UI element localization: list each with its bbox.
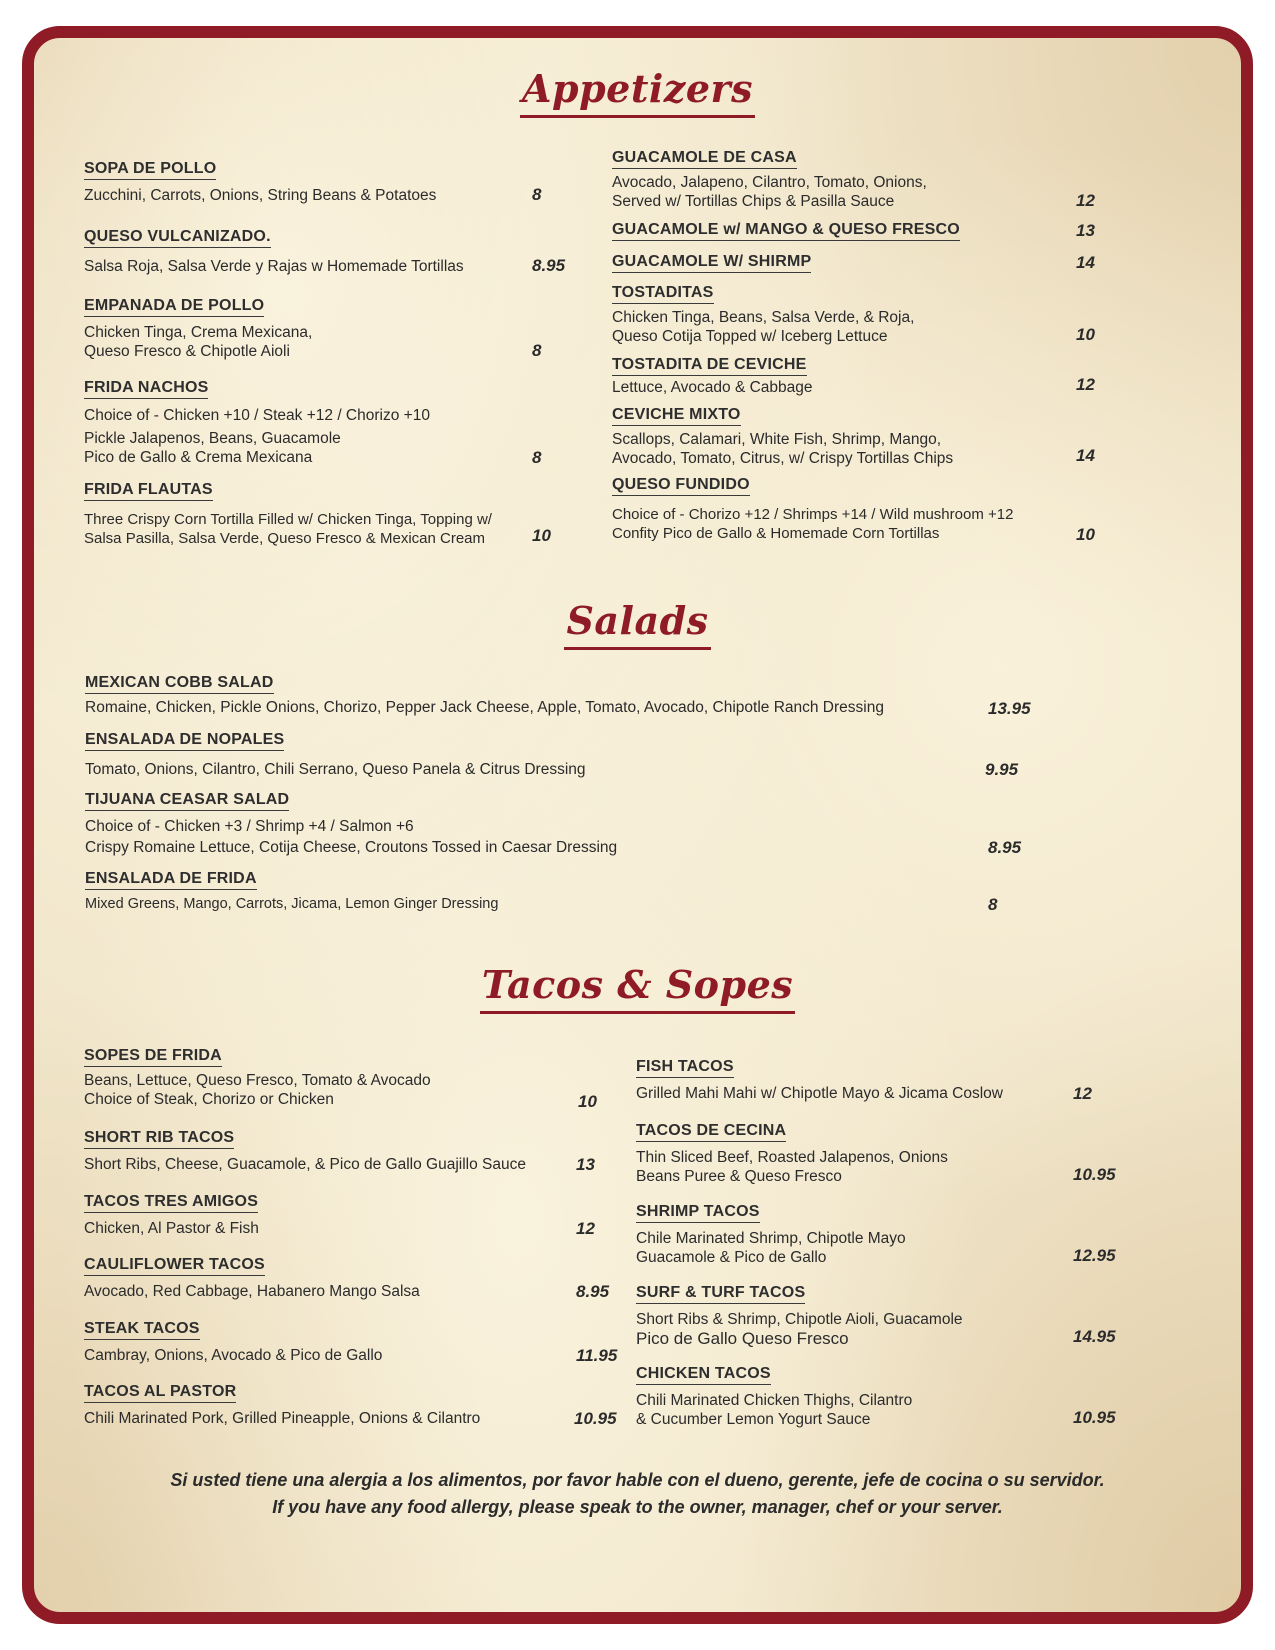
item-description: Choice of - Chicken +10 / Steak +12 / Chorizo +10 [84, 407, 430, 424]
item-description: Cambray, Onions, Avocado & Pico de Gallo [84, 1347, 383, 1364]
item-name: QUESO FUNDIDO [612, 476, 750, 496]
item-description: Avocado, Jalapeno, Cilantro, Tomato, Onions, [612, 174, 927, 191]
item-description: Choice of - Chicken +3 / Shrimp +4 / Salmon +6 [85, 818, 414, 835]
item-price: 11.95 [576, 1346, 618, 1365]
menu-item [85, 791, 617, 857]
item-price: 8.95 [988, 838, 1022, 857]
item-name: SOPA DE POLLO [84, 160, 216, 180]
item-description: Salsa Roja, Salsa Verde y Rajas w Homemade Tortillas [84, 258, 464, 275]
item-name: TACOS DE CECINA [636, 1122, 786, 1142]
item-name: TOSTADITA DE CEVICHE [612, 356, 807, 376]
item-description: Short Ribs & Shrimp, Chipotle Aioli, Guacamole [636, 1311, 963, 1328]
item-price: 8.95 [576, 1282, 610, 1301]
item-name: GUACAMOLE DE CASA [612, 149, 797, 169]
item-description: Short Ribs, Cheese, Guacamole, & Pico de Gallo Guajillo Sauce [84, 1156, 526, 1173]
item-name: SURF & TURF TACOS [636, 1284, 805, 1304]
item-description: Served w/ Tortillas Chips & Pasilla Sauce [612, 193, 895, 210]
menu-item [612, 253, 811, 273]
item-price: 14 [1076, 253, 1095, 272]
menu-item [612, 284, 914, 346]
menu-item [84, 228, 464, 276]
item-name: CHICKEN TACOS [636, 1365, 771, 1385]
item-description: Chicken Tinga, Crema Mexicana, [84, 324, 313, 341]
menu-item [84, 160, 436, 205]
item-description: Beans, Lettuce, Queso Fresco, Tomato & Avocado [84, 1072, 431, 1089]
menu-item [84, 297, 312, 361]
item-description: Queso Cotija Topped w/ Iceberg Lettuce [612, 328, 888, 345]
item-name: GUACAMOLE w/ MANGO & QUESO FRESCO [612, 221, 960, 241]
item-price: 10.95 [1073, 1408, 1116, 1427]
menu-item [84, 1320, 382, 1365]
menu-item [84, 1383, 480, 1428]
menu-item [612, 406, 953, 468]
menu-item [84, 1193, 259, 1238]
item-description: Zucchini, Carrots, Onions, String Beans & Potatoes [84, 187, 437, 204]
item-description: Tomato, Onions, Cilantro, Chili Serrano, Queso Panela & Citrus Dressing [85, 761, 586, 778]
item-description: Queso Fresco & Chipotle Aioli [84, 343, 290, 360]
item-description: Scallops, Calamari, White Fish, Shrimp, Mango, [612, 431, 942, 448]
item-name: CEVICHE MIXTO [612, 406, 741, 426]
menu-item [84, 481, 492, 548]
item-name: EMPANADA DE POLLO [84, 297, 264, 317]
item-price: 12.95 [1073, 1246, 1116, 1265]
item-name: SHORT RIB TACOS [84, 1129, 234, 1149]
item-price: 12 [1076, 191, 1095, 210]
item-name: SOPES DE FRIDA [84, 1047, 222, 1067]
item-description: Chili Marinated Pork, Grilled Pineapple, Onions & Cilantro [84, 1410, 481, 1427]
menu-item [85, 731, 586, 779]
allergy-note-en: If you have any food allergy, please speak to the owner, manager, chef or your server. [272, 1497, 1003, 1517]
item-description: Romaine, Chicken, Pickle Onions, Chorizo, Pepper Jack Cheese, Apple, Tomato, Avocado, Chipotle Ranch Dressing [85, 699, 884, 716]
menu-item [84, 1129, 526, 1174]
menu-item [636, 1058, 1003, 1103]
item-price: 14 [1076, 446, 1095, 465]
item-description: Three Crispy Corn Tortilla Filled w/ Chicken Tinga, Topping w/ [84, 511, 492, 528]
item-name: ENSALADA DE FRIDA [85, 870, 257, 890]
item-price: 10 [578, 1092, 597, 1111]
item-description: Pico de Gallo Queso Fresco [636, 1329, 849, 1348]
item-description: Crispy Romaine Lettuce, Cotija Cheese, Croutons Tossed in Caesar Dressing [85, 839, 618, 856]
item-description: Grilled Mahi Mahi w/ Chipotle Mayo & Jicama Coslow [636, 1085, 1003, 1102]
menu-item [612, 221, 960, 241]
item-name: TIJUANA CEASAR SALAD [85, 791, 289, 811]
item-description: Chili Marinated Chicken Thighs, Cilantro [636, 1392, 913, 1409]
item-description: Guacamole & Pico de Gallo [636, 1249, 827, 1266]
menu-item [636, 1365, 912, 1429]
item-description: Beans Puree & Queso Fresco [636, 1168, 842, 1185]
item-description: Pickle Jalapenos, Beans, Guacamole [84, 430, 341, 447]
item-description: Salsa Pasilla, Salsa Verde, Queso Fresco & Mexican Cream [84, 530, 486, 547]
item-price: 8 [988, 895, 998, 914]
item-description: Choice of Steak, Chorizo or Chicken [84, 1091, 334, 1108]
allergy-note-es: Si usted tiene una alergia a los alimentos, por favor hable con el dueno, gerente, jefe de cocina o su servidor. [170, 1470, 1105, 1490]
item-name: TACOS TRES AMIGOS [84, 1193, 258, 1213]
item-description: Confity Pico de Gallo & Homemade Corn Tortillas [612, 525, 940, 542]
menu-item [84, 1256, 420, 1301]
item-price: 10 [532, 526, 551, 545]
item-name: FRIDA FLAUTAS [84, 481, 213, 501]
item-description: Chicken Tinga, Beans, Salsa Verde, & Roja, [612, 309, 915, 326]
item-price: 13 [1076, 221, 1095, 240]
item-price: 8 [532, 341, 542, 360]
item-description: Lettuce, Avocado & Cabbage [612, 379, 813, 396]
item-price: 8 [532, 185, 542, 204]
menu-item [84, 1047, 431, 1109]
menu-item [636, 1203, 906, 1267]
item-description: Avocado, Red Cabbage, Habanero Mango Salsa [84, 1283, 420, 1300]
item-price: 8.95 [532, 256, 566, 275]
item-name: GUACAMOLE W/ SHIRMP [612, 253, 811, 273]
item-description: & Cucumber Lemon Yogurt Sauce [636, 1411, 871, 1428]
item-name: TOSTADITAS [612, 284, 714, 304]
menu-item [612, 149, 927, 211]
item-name: FISH TACOS [636, 1058, 734, 1078]
section-title-tacos: Tacos & Sopes [0, 962, 1275, 1014]
item-price: 12 [1076, 375, 1095, 394]
item-price: 12 [576, 1219, 595, 1238]
item-name: CAULIFLOWER TACOS [84, 1256, 265, 1276]
section-title-salads: Salads [0, 598, 1275, 650]
item-price: 8 [532, 448, 542, 467]
item-name: MEXICAN COBB SALAD [85, 674, 274, 694]
item-price: 9.95 [985, 760, 1019, 779]
menu-item [85, 870, 498, 914]
item-price: 13.95 [988, 699, 1031, 718]
item-price: 12 [1073, 1084, 1092, 1103]
menu-item [84, 379, 430, 467]
item-description: Chile Marinated Shrimp, Chipotle Mayo [636, 1230, 906, 1247]
item-description: Thin Sliced Beef, Roasted Jalapenos, Onions [636, 1149, 948, 1166]
item-price: 13 [576, 1155, 595, 1174]
item-description: Pico de Gallo & Crema Mexicana [84, 449, 313, 466]
item-name: SHRIMP TACOS [636, 1203, 760, 1223]
item-name: FRIDA NACHOS [84, 379, 208, 399]
item-name: TACOS AL PASTOR [84, 1383, 236, 1403]
item-description: Mixed Greens, Mango, Carrots, Jicama, Lemon Ginger Dressing [85, 896, 499, 912]
item-price: 10 [1076, 325, 1095, 344]
menu-item [636, 1122, 948, 1186]
item-description: Avocado, Tomato, Citrus, w/ Crispy Tortillas Chips [612, 450, 954, 467]
item-description: Choice of - Chorizo +12 / Shrimps +14 / Wild mushroom +12 [612, 506, 1014, 523]
item-name: ENSALADA DE NOPALES [85, 731, 284, 751]
menu-item [636, 1284, 963, 1348]
item-name: QUESO VULCANIZADO. [84, 228, 271, 248]
item-price: 10.95 [574, 1409, 617, 1428]
item-price: 14.95 [1073, 1327, 1116, 1346]
item-name: STEAK TACOS [84, 1320, 200, 1340]
item-price: 10 [1076, 525, 1095, 544]
menu-item [85, 674, 884, 717]
section-title-appetizers: Appetizers [0, 66, 1275, 118]
menu-item [612, 356, 813, 397]
item-description: Chicken, Al Pastor & Fish [84, 1220, 259, 1237]
menu-item [612, 476, 1013, 543]
item-price: 10.95 [1073, 1165, 1116, 1184]
